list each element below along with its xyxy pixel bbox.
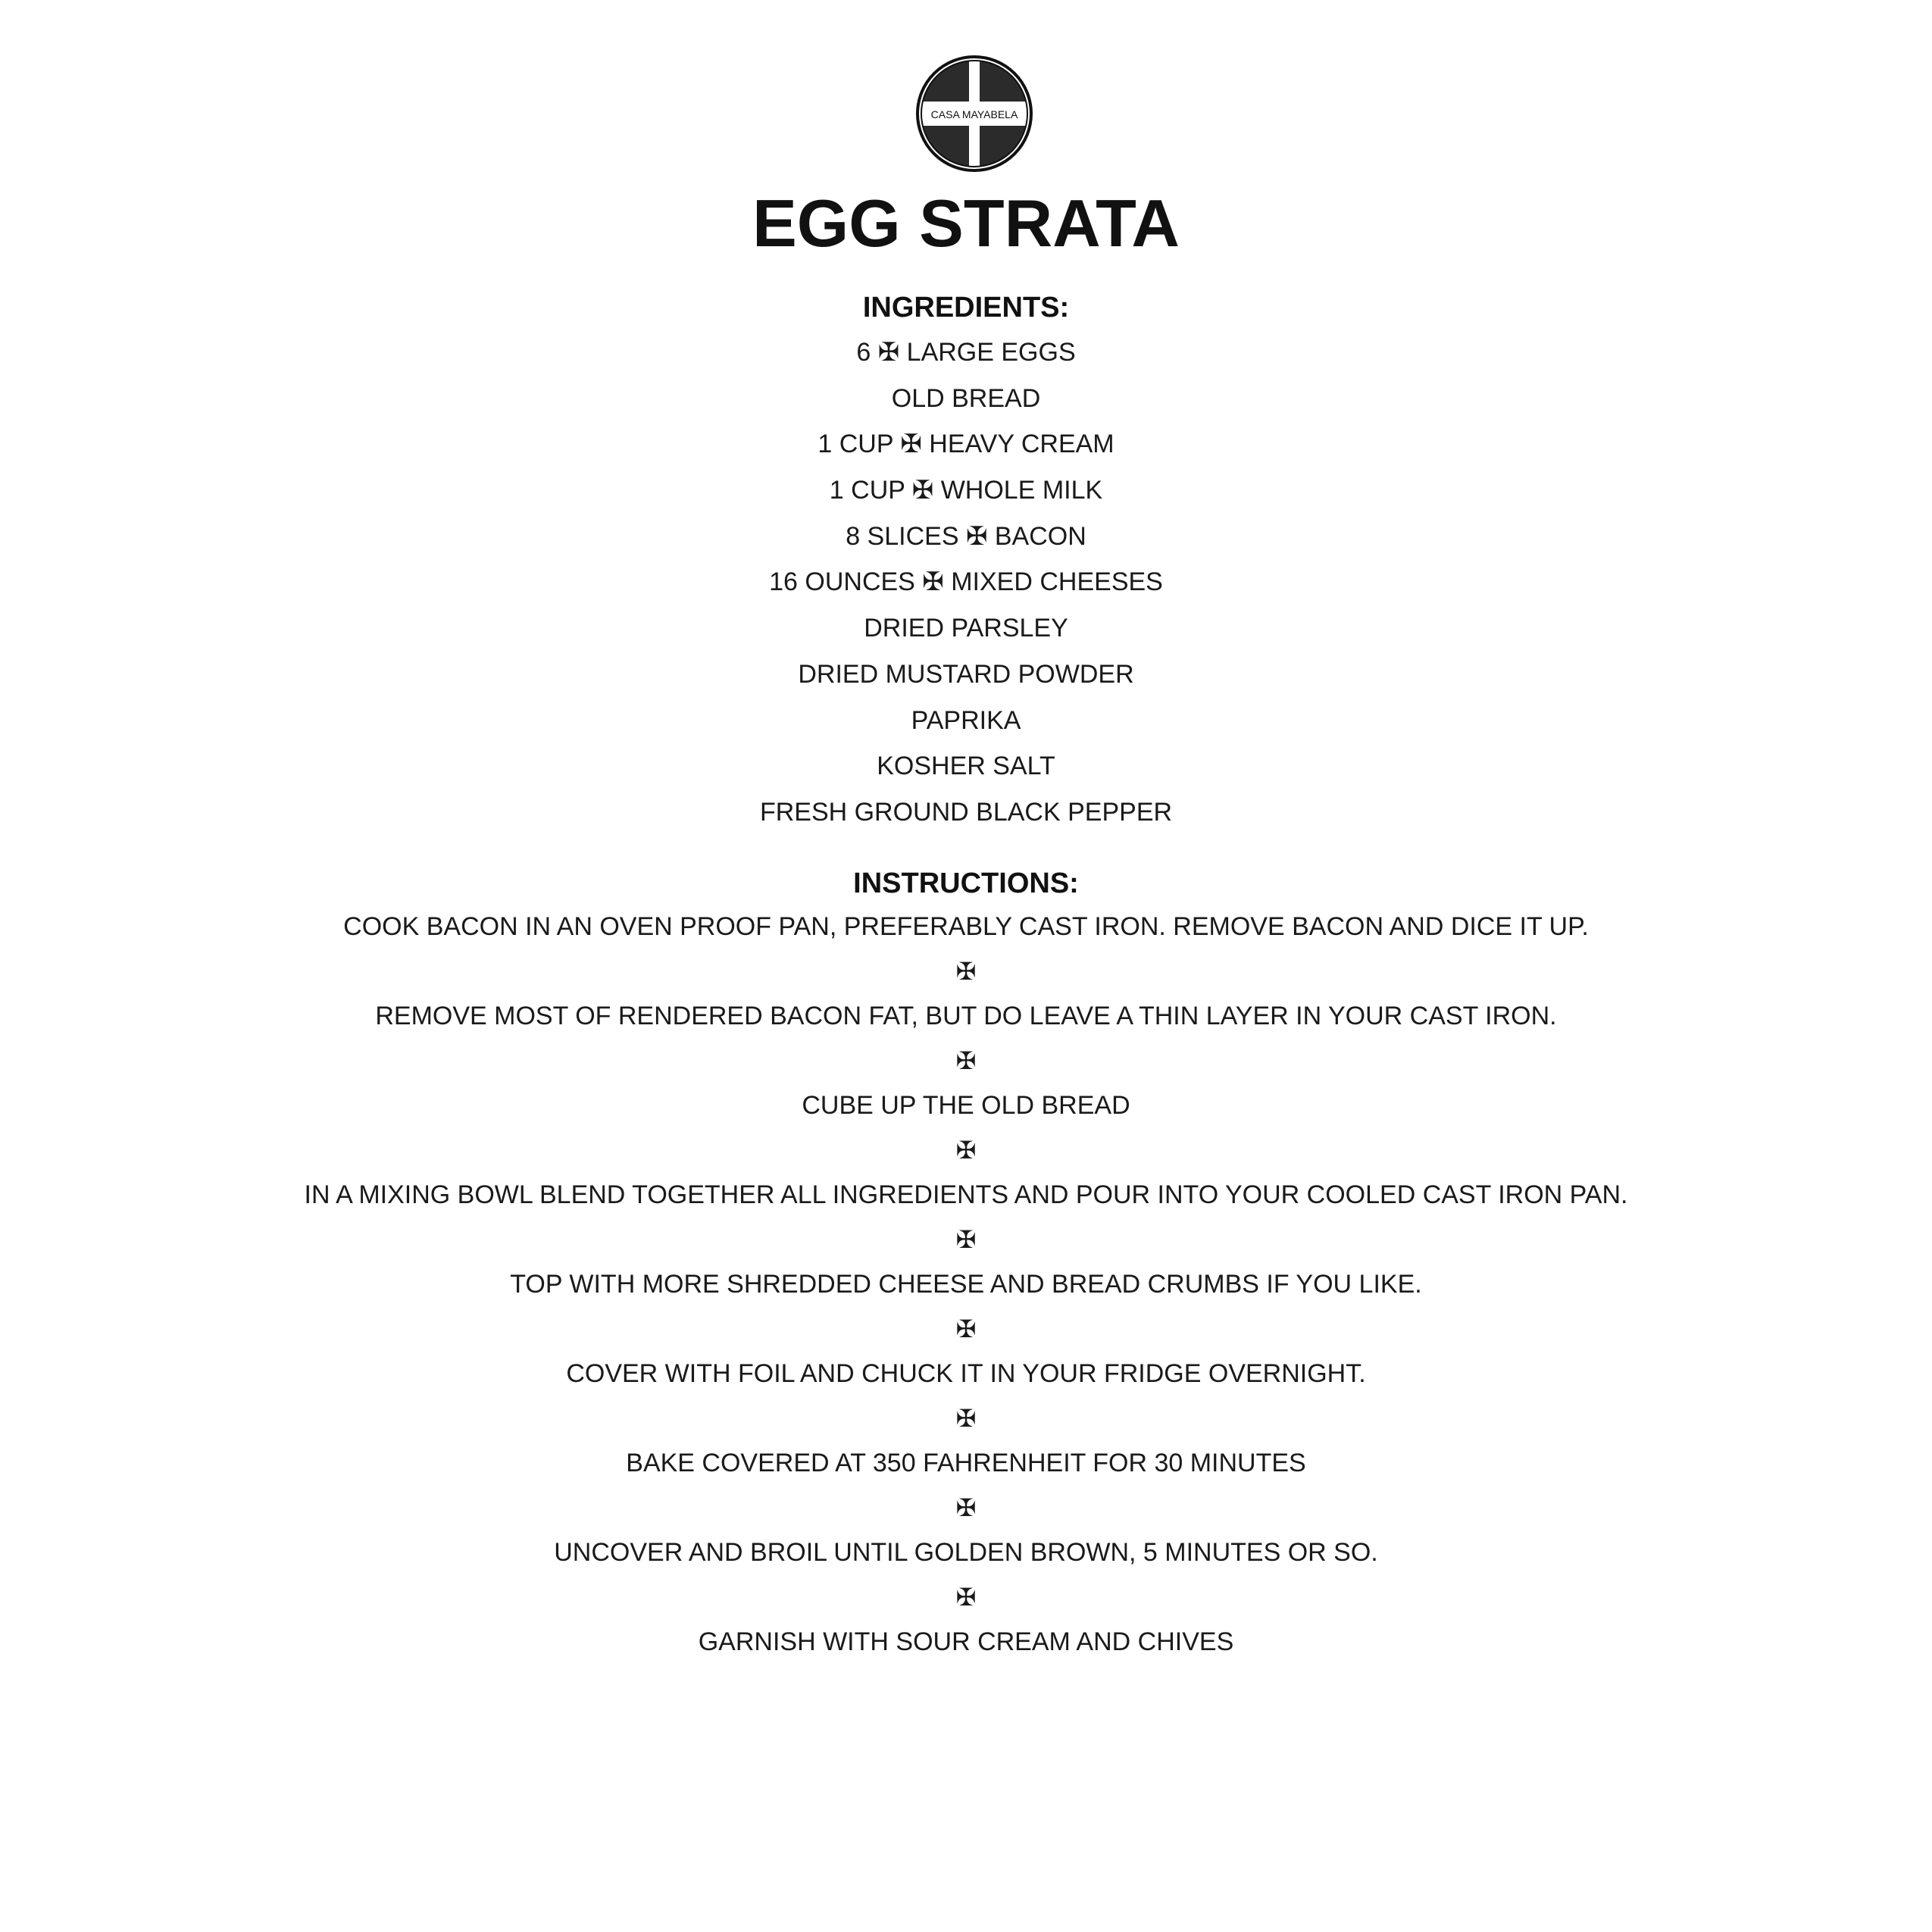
instruction-step: TOP WITH MORE SHREDDED CHEESE AND BREAD CRUMBS IF YOU LIKE. xyxy=(510,1270,1422,1299)
ingredient-item: 8 SLICES ✠ BACON xyxy=(846,521,1086,551)
step-separator-icon: ✠ xyxy=(955,958,977,985)
casa-mayabela-logo xyxy=(915,55,1033,173)
step-separator-icon: ✠ xyxy=(955,1583,977,1611)
recipe-title: EGG STRATA xyxy=(752,186,1180,261)
instruction-step: REMOVE MOST OF RENDERED BACON FAT, BUT DO LEAVE A THIN LAYER IN YOUR CAST IRON. xyxy=(375,1002,1557,1030)
step-separator-icon: ✠ xyxy=(955,1315,977,1343)
step-separator-icon: ✠ xyxy=(955,1494,977,1521)
instructions-heading: INSTRUCTIONS: xyxy=(853,868,1079,899)
ingredient-item: 1 CUP ✠ WHOLE MILK xyxy=(829,476,1103,505)
ingredient-item: 1 CUP ✠ HEAVY CREAM xyxy=(818,430,1114,459)
ingredients-list xyxy=(0,336,1932,843)
ingredient-item: 16 OUNCES ✠ MIXED CHEESES xyxy=(769,567,1163,597)
cross-circle-logo-icon xyxy=(915,55,1033,173)
instructions-list xyxy=(0,911,1932,1671)
ingredient-item: KOSHER SALT xyxy=(877,752,1055,781)
instruction-step: GARNISH WITH SOUR CREAM AND CHIVES xyxy=(698,1627,1234,1656)
instruction-step: UNCOVER AND BROIL UNTIL GOLDEN BROWN, 5 MINUTES OR SO. xyxy=(554,1538,1378,1567)
ingredient-item: FRESH GROUND BLACK PEPPER xyxy=(759,797,1173,827)
ingredients-heading: INGREDIENTS: xyxy=(862,292,1070,324)
step-separator-icon: ✠ xyxy=(955,1405,977,1432)
ingredient-item: DRIED PARSLEY xyxy=(864,614,1068,643)
instruction-step: COOK BACON IN AN OVEN PROOF PAN, PREFERABLY CAST IRON. REMOVE BACON AND DICE IT UP. xyxy=(343,912,1589,941)
ingredient-item: OLD BREAD xyxy=(891,383,1041,413)
ingredient-item: 6 ✠ LARGE EGGS xyxy=(856,338,1076,367)
ingredient-item: PAPRIKA xyxy=(911,705,1021,735)
instruction-step: BAKE COVERED AT 350 FAHRENHEIT FOR 30 MINUTES xyxy=(626,1449,1306,1477)
ingredient-item: DRIED MUSTARD POWDER xyxy=(798,659,1134,689)
step-separator-icon: ✠ xyxy=(955,1226,977,1253)
instruction-step: CUBE UP THE OLD BREAD xyxy=(802,1091,1130,1120)
logo-text: CASA MAYABELA xyxy=(930,108,1018,120)
step-separator-icon: ✠ xyxy=(955,1136,977,1164)
instruction-step: COVER WITH FOIL AND CHUCK IT IN YOUR FRIDGE OVERNIGHT. xyxy=(566,1359,1366,1388)
step-separator-icon: ✠ xyxy=(955,1047,977,1074)
instruction-step: IN A MIXING BOWL BLEND TOGETHER ALL INGREDIENTS AND POUR INTO YOUR COOLED CAST IRON PAN. xyxy=(304,1180,1628,1209)
